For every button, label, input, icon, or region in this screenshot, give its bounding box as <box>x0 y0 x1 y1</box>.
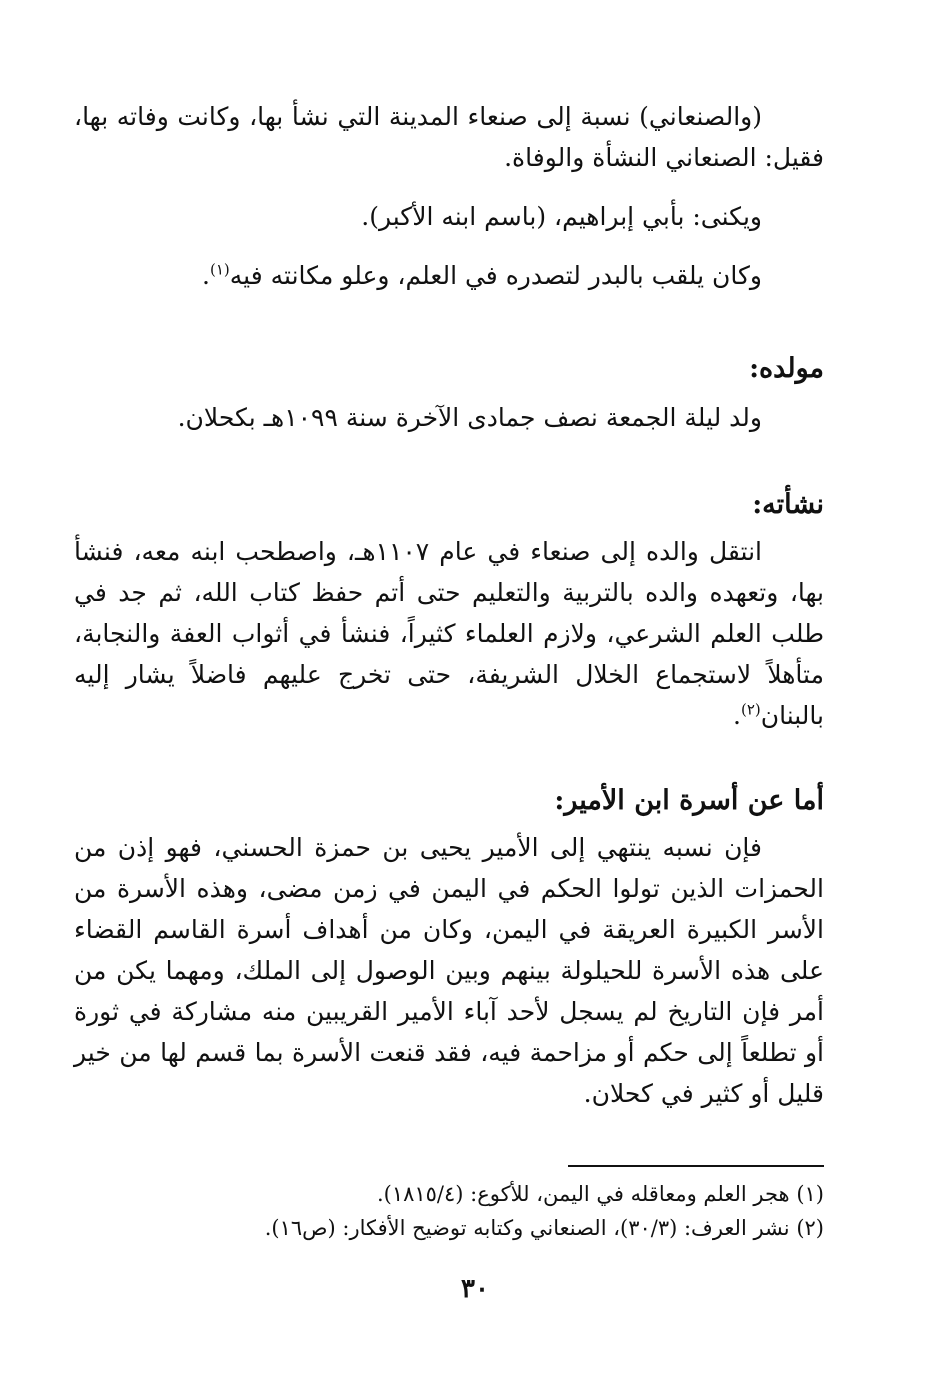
footnote-1 <box>74 1177 824 1211</box>
paragraph-usra: فإن نسبه ينتهي إلى الأمير يحيى بن حمزة الحسني، فهو إذن من الحمزات الذين تولوا الحكم في اليمن في زمن مضى، وهذه الأسرة من الأسر الكبيرة العريقة في اليمن، وكان من أهداف أسرة القاسم القضاء على هذه الأسرة للحيلولة بينهم وبين الوصول إلى الملك، ومهما يكن من أمر فإن التاريخ لم يسجل لأحد آباء الأمير القريبين منه مشاركة في ثورة أو تطلعاً إلى حكم أو مزاحمة فيه، فقد قنعت الأسرة بما قسم لها من خير قليل أو كثير في كحلان. <box>74 833 824 1108</box>
page-body <box>74 96 824 1114</box>
paragraph-laqab-text: وكان يلقب بالبدر لتصدره في العلم، وعلو مكانته فيه <box>229 261 762 290</box>
heading-mawlid: مولده: <box>749 353 824 384</box>
footnote-text: نشر العرف: (٣٠/٣)، الصنعاني وكتابه توضيح الأفكار: (ص١٦). <box>264 1216 790 1240</box>
paragraph-laqab-end: . <box>202 261 210 290</box>
footnote-2 <box>74 1211 824 1245</box>
paragraph-nisba: (والصنعاني) نسبة إلى صنعاء المدينة التي نشأ بها، وكانت وفاته بها، فقيل: الصنعاني النشأة والوفاة. <box>74 102 824 172</box>
heading-usra: أما عن أسرة ابن الأمير: <box>554 785 824 816</box>
heading-nashatuh: نشأته: <box>752 489 824 520</box>
paragraph-kunya: ويكنى: بأبي إبراهيم، (باسم ابنه الأكبر). <box>361 202 762 231</box>
footnote-divider <box>568 1165 824 1167</box>
footnote-number: (١) <box>796 1182 824 1206</box>
footnote-ref-2: (٢) <box>740 700 761 719</box>
footnote-text: هجر العلم ومعاقله في اليمن، للأكوع: (١٨١٥/٤). <box>376 1182 790 1206</box>
footnote-ref-1: (١) <box>210 260 230 279</box>
paragraph-nashatuh-end: . <box>733 701 741 730</box>
paragraph-mawlid: ولد ليلة الجمعة نصف جمادى الآخرة سنة ١٠٩٩هـ بكحلان. <box>177 403 762 432</box>
page-number: ٣٠ <box>461 1274 489 1304</box>
footnote-number: (٢) <box>796 1216 824 1240</box>
paragraph-laqab <box>74 255 824 296</box>
paragraph-nashatuh-text: انتقل والده إلى صنعاء في عام ١١٠٧هـ، واصطحب ابنه معه، فنشأ بها، وتعهده والده بالتربية والتعليم حتى أتم حفظ كتاب الله، ثم جد في طلب العلم الشرعي، ولازم العلماء كثيراً، فنشأ في أثواب العفة والنجابة، متأهلاً لاستجماع الخلال الشريفة، حتى تخرج عليهم فاضلاً يشار إليه بالبنان <box>74 537 824 730</box>
footnotes <box>74 1165 824 1245</box>
paragraph-nashatuh <box>74 531 824 736</box>
